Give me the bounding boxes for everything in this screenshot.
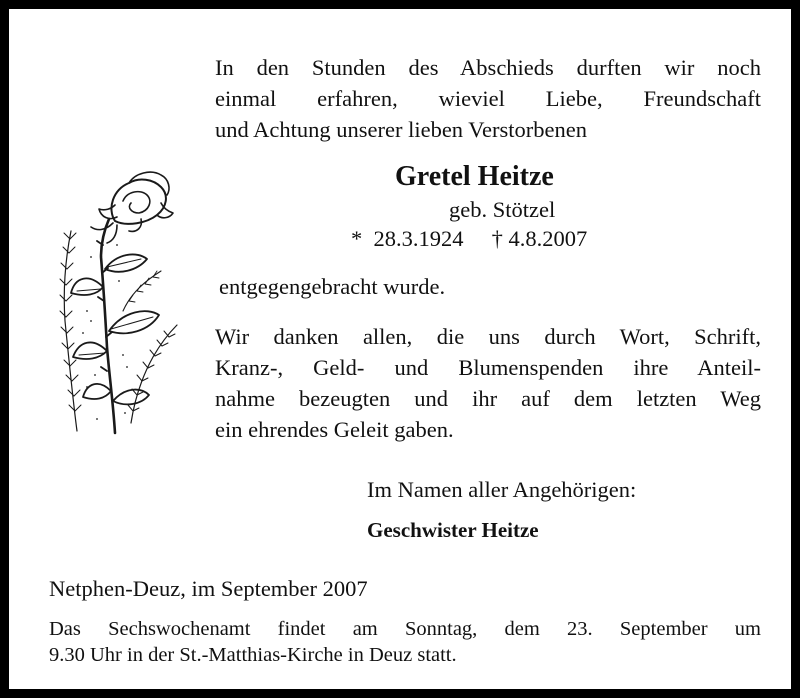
birth-date: 28.3.1924 xyxy=(373,226,464,251)
birth-name: geb. Stötzel xyxy=(449,197,556,222)
intro-line: In den Stunden des Abschieds durften wir noch xyxy=(215,55,761,80)
thanks-line: ein ehrendes Geleit gaben. xyxy=(215,417,454,442)
thanks-line: nahme bezeugten und ihr auf dem letzten Weg xyxy=(215,386,761,411)
rose-icon xyxy=(57,161,185,437)
death-cross-icon: † xyxy=(491,226,503,251)
thanks-line: Kranz-, Geld- und Blumenspenden ihre Anteil- xyxy=(215,355,761,380)
intro-text xyxy=(215,52,761,145)
intro-line: einmal erfahren, wieviel Liebe, Freundschaft xyxy=(215,86,761,111)
signature-family: Geschwister Heitze xyxy=(367,518,539,542)
birth-star-icon: * xyxy=(351,226,363,251)
deceased-name: Gretel Heitze xyxy=(395,161,554,192)
notice-line: Das Sechswochenamt findet am Sonntag, dem 23. September um xyxy=(49,618,761,640)
received-line: entgegengebracht wurde. xyxy=(219,274,446,299)
life-dates xyxy=(351,226,587,252)
thanks-line: Wir danken allen, die uns durch Wort, Schrift, xyxy=(215,324,761,349)
thanks-text xyxy=(215,321,761,445)
service-notice xyxy=(49,616,761,668)
notice-line: 9.30 Uhr in der St.-Matthias-Kirche in Deuz statt. xyxy=(49,644,457,666)
place-date: Netphen-Deuz, im September 2007 xyxy=(49,576,368,601)
intro-line: und Achtung unserer lieben Verstorbenen xyxy=(215,117,587,142)
on-behalf-line: Im Namen aller Angehörigen: xyxy=(367,477,637,502)
death-date: 4.8.2007 xyxy=(508,226,588,251)
